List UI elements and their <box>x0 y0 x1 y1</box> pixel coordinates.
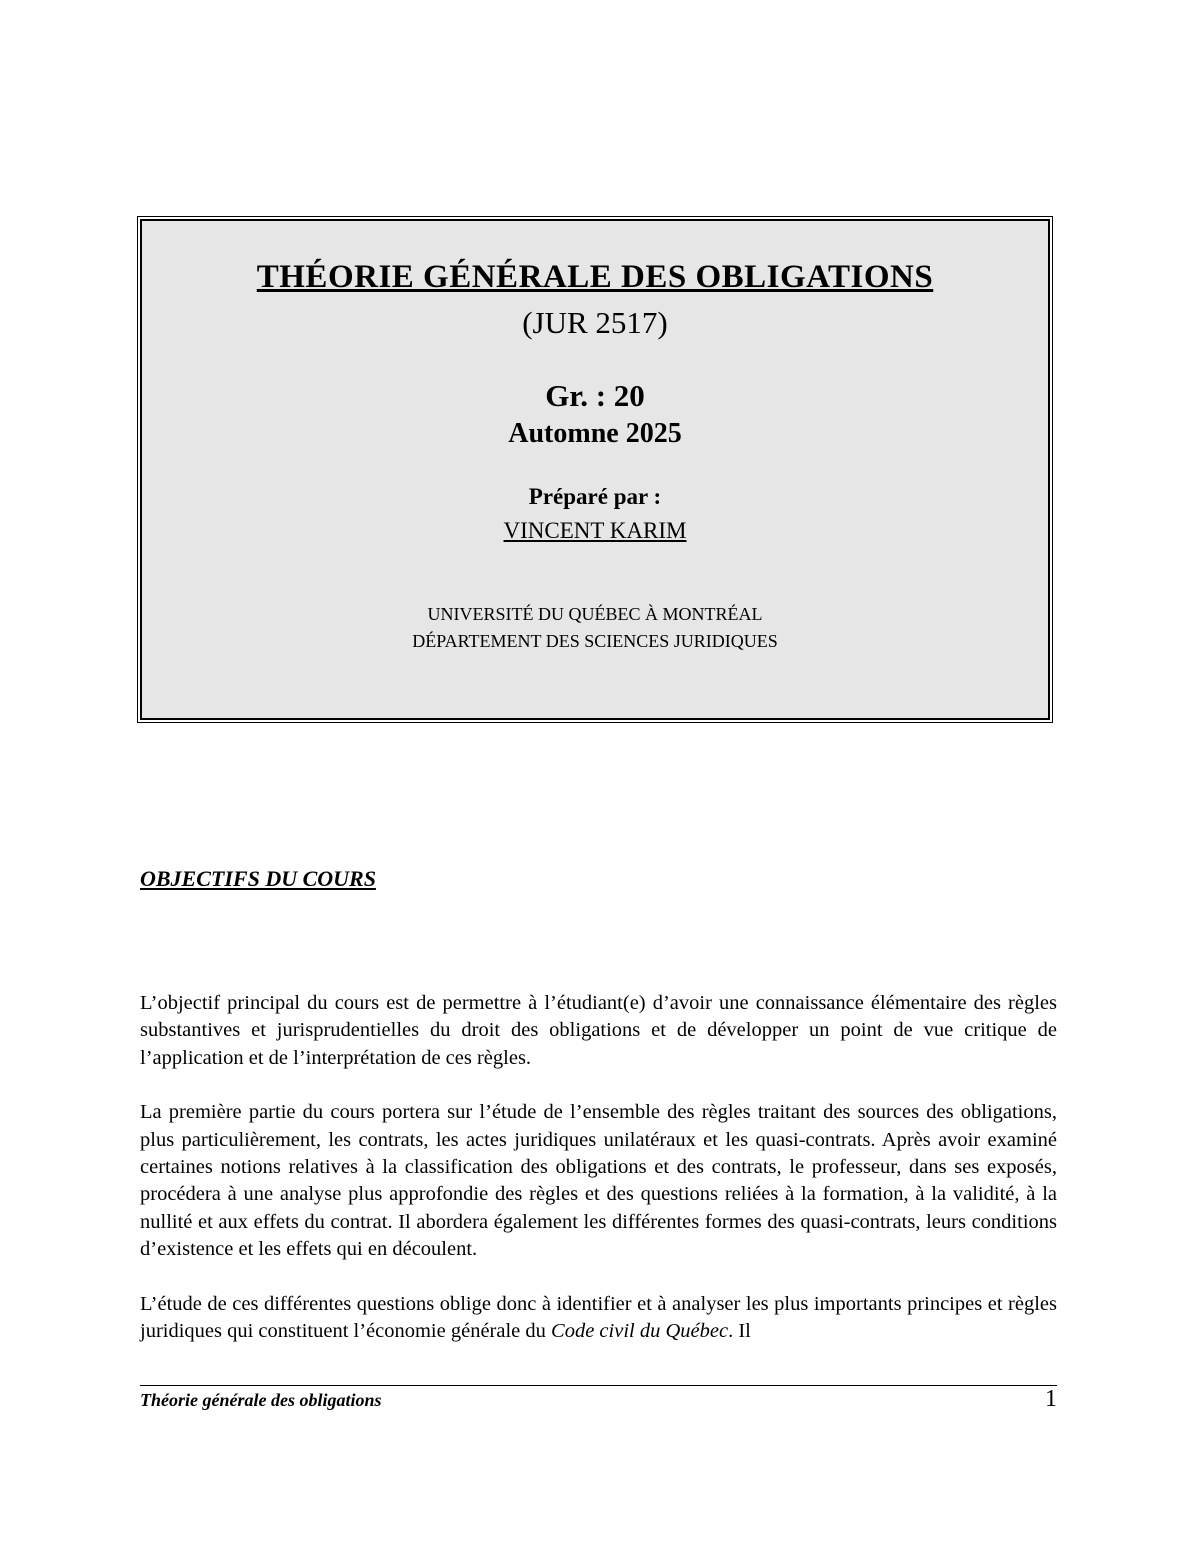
author-name: VINCENT KARIM <box>503 518 687 543</box>
course-group: Gr. : 20 <box>545 378 645 413</box>
course-term: Automne 2025 <box>508 418 682 449</box>
footer-divider <box>140 1385 1057 1386</box>
prepared-by-label: Préparé par : <box>528 484 662 509</box>
page-number: 1 <box>1045 1386 1057 1412</box>
section-heading: OBJECTIFS DU COURS <box>140 866 376 891</box>
paragraph: L’objectif principal du cours est de permettre à l’étudiant(e) d’avoir une connaissance élémentaire des règles substantives et jurisprudentielles du droit des obligations et de développer un point de vue critique de l’application et de l’interprétation de ces règles. <box>140 992 1057 1069</box>
code-civil-title: Code civil du Québec <box>551 1320 729 1343</box>
department-name: DÉPARTEMENT DES SCIENCES JURIDIQUES <box>412 631 778 651</box>
course-code: (JUR 2517) <box>522 305 668 340</box>
paragraph-text: L’étude de ces différentes questions oblige donc à identifier et à analyser les plus importants principes et règles juridiques qui constituent l’économie générale du <box>140 1292 1057 1343</box>
section-body <box>140 990 1057 1372</box>
paragraph: La première partie du cours portera sur l’étude de l’ensemble des règles traitant des sources des obligations, plus particulièrement, les contrats, les actes juridiques unilatéraux et les quasi-contrats. Après avoir examiné certaines notions relatives à la classification des obligations et des contrats, le professeur, dans ses exposés, procédera à une analyse plus approfondie des règles et des questions reliées à la formation, à la validité, à la nullité et aux effets du contrat. Il abordera également les différentes formes des quasi-contrats, leurs conditions d’existence et les effets qui en découlent. <box>140 1101 1057 1261</box>
paragraph-text: . Il <box>728 1320 751 1343</box>
paragraph <box>140 1291 1057 1346</box>
cover-title-box <box>140 219 1050 720</box>
university-name: UNIVERSITÉ DU QUÉBEC À MONTRÉAL <box>427 604 763 624</box>
footer-title: Théorie générale des obligations <box>140 1390 382 1410</box>
course-title: THÉORIE GÉNÉRALE DES OBLIGATIONS <box>256 259 934 295</box>
